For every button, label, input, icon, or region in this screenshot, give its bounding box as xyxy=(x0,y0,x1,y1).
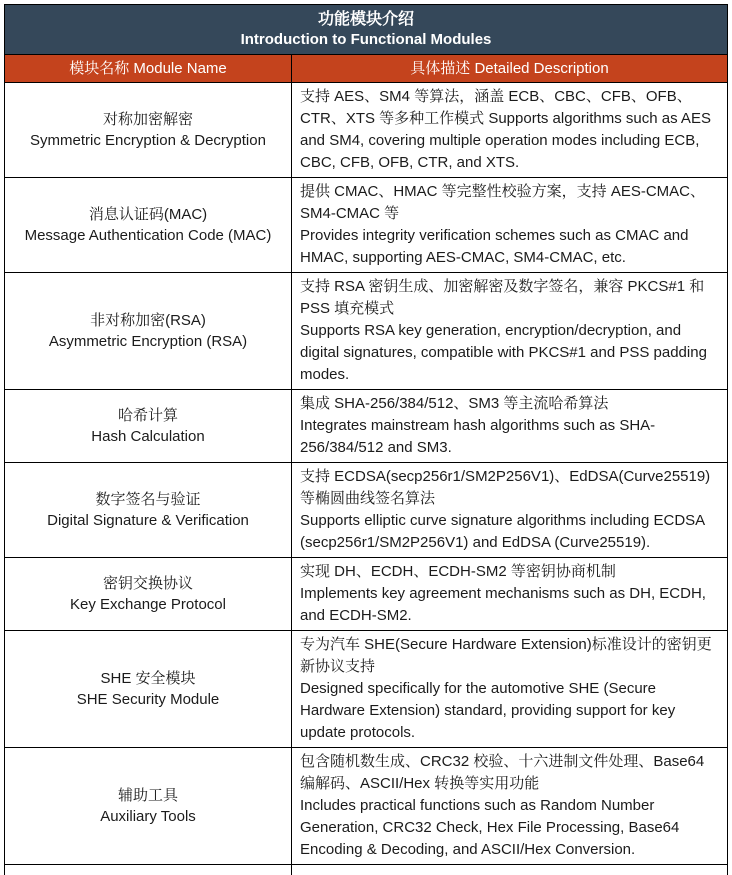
description-paragraph: 包含随机数生成、CRC32 校验、十六进制文件处理、Base64 编解码、ASCII/Hex 转换等实用功能 xyxy=(300,753,705,792)
description-paragraph: Includes practical functions such as Random Number Generation, CRC32 Check, Hex File Processing, Base64 Encoding & Decoding, and ASCII/Hex Conversion. xyxy=(300,797,680,858)
module-name-cell xyxy=(5,273,292,389)
description-paragraph: 专为汽车 SHE(Secure Hardware Extension)标准设计的密钥更新协议支持 xyxy=(300,636,712,675)
column-header-detailed-description: 具体描述 Detailed Description xyxy=(410,60,609,77)
table-row xyxy=(5,390,727,463)
module-name-en: Hash Calculation xyxy=(91,428,205,445)
module-description xyxy=(292,178,727,272)
description-paragraph: Supports RSA key generation, encryption/decryption, and digital signatures, compatible with PKCS#1 and PSS padding modes. xyxy=(300,322,707,383)
module-name-zh: 哈希计算 xyxy=(117,407,178,424)
description-paragraph: Designed specifically for the automotive SHE (Secure Hardware Extension) standard, providing support for key update protocols. xyxy=(300,680,676,741)
module-description xyxy=(292,748,727,864)
module-name-cell xyxy=(5,463,292,557)
description-paragraph: 支持 ECDSA(secp256r1/SM2P256V1)、EdDSA(Curve25519)等椭圆曲线签名算法 xyxy=(300,468,711,507)
table-rows xyxy=(5,83,727,865)
module-name-cell xyxy=(5,178,292,272)
module-name-zh: 对称加密解密 xyxy=(102,111,193,128)
module-name-zh: 非对称加密(RSA) xyxy=(90,312,206,329)
module-name-zh: 辅助工具 xyxy=(117,787,178,804)
module-description xyxy=(292,558,727,630)
description-paragraph: Supports elliptic curve signature algorithms including ECDSA (secp256r1/SM2P256V1) and EdDSA (Curve25519). xyxy=(300,512,705,551)
module-name-zh: 密钥交换协议 xyxy=(102,575,193,592)
column-header-module-name: 模块名称 Module Name xyxy=(5,55,292,82)
module-name-cell xyxy=(5,83,292,177)
module-name-zh: 数字签名与验证 xyxy=(95,491,201,508)
module-name-en: SHE Security Module xyxy=(76,691,220,708)
table-row xyxy=(5,748,727,865)
description-paragraph: 提供 CMAC、HMAC 等完整性校验方案，支持 AES-CMAC、SM4-CMAC 等 xyxy=(300,183,706,222)
description-paragraph: Integrates mainstream hash algorithms such as SHA-256/384/512 and SM3. xyxy=(300,417,656,456)
description-paragraph: 支持 RSA 密钥生成、加密解密及数字签名，兼容 PKCS#1 和 PSS 填充模式 xyxy=(300,278,705,317)
module-name-cell xyxy=(5,631,292,747)
table-row xyxy=(5,631,727,748)
description-paragraph: 集成 SHA-256/384/512、SM3 等主流哈希算法 xyxy=(300,395,609,412)
table-title-zh: 功能模块介绍 xyxy=(317,11,414,28)
module-description xyxy=(292,390,727,462)
module-name-cell xyxy=(5,390,292,462)
description-paragraph: Implements key agreement mechanisms such as DH, ECDH, and ECDH-SM2. xyxy=(300,585,706,624)
table-title-en: Introduction to Functional Modules xyxy=(240,31,492,48)
table-title xyxy=(5,5,727,55)
description-paragraph: 支持 AES、SM4 等算法，涵盖 ECB、CBC、CFB、OFB、CTR、XTS 等多种工作模式 Supports algorithms such as AES and SM4, covering multiple operation modes including ECB, CBC, CFB, OFB, CTR, and XTS. xyxy=(300,88,711,171)
description-paragraph: Provides integrity verification schemes such as CMAC and HMAC, supporting AES-CMAC, SM4-CMAC, etc. xyxy=(300,227,689,266)
table-row xyxy=(5,558,727,631)
description-paragraph: 实现 DH、ECDH、ECDH-SM2 等密钥协商机制 xyxy=(300,563,616,580)
table-row xyxy=(5,273,727,390)
module-name-en: Key Exchange Protocol xyxy=(70,596,226,613)
table-row xyxy=(5,178,727,273)
table-row xyxy=(5,83,727,178)
module-description xyxy=(292,631,727,747)
column-header-row xyxy=(5,55,727,83)
functional-modules-table xyxy=(4,4,728,875)
cutoff-row-stub xyxy=(5,865,727,875)
module-name-en: Symmetric Encryption & Decryption xyxy=(30,132,266,149)
module-name-en: Auxiliary Tools xyxy=(100,808,196,825)
module-name-zh: SHE 安全模块 xyxy=(100,670,196,687)
module-name-zh: 消息认证码(MAC) xyxy=(88,206,208,223)
module-description xyxy=(292,83,727,177)
table-row xyxy=(5,463,727,558)
module-description xyxy=(292,273,727,389)
module-name-en: Message Authentication Code (MAC) xyxy=(24,227,272,244)
module-name-en: Digital Signature & Verification xyxy=(47,512,249,529)
module-name-en: Asymmetric Encryption (RSA) xyxy=(48,333,248,350)
module-name-cell xyxy=(5,748,292,864)
module-description xyxy=(292,463,727,557)
module-name-cell xyxy=(5,558,292,630)
